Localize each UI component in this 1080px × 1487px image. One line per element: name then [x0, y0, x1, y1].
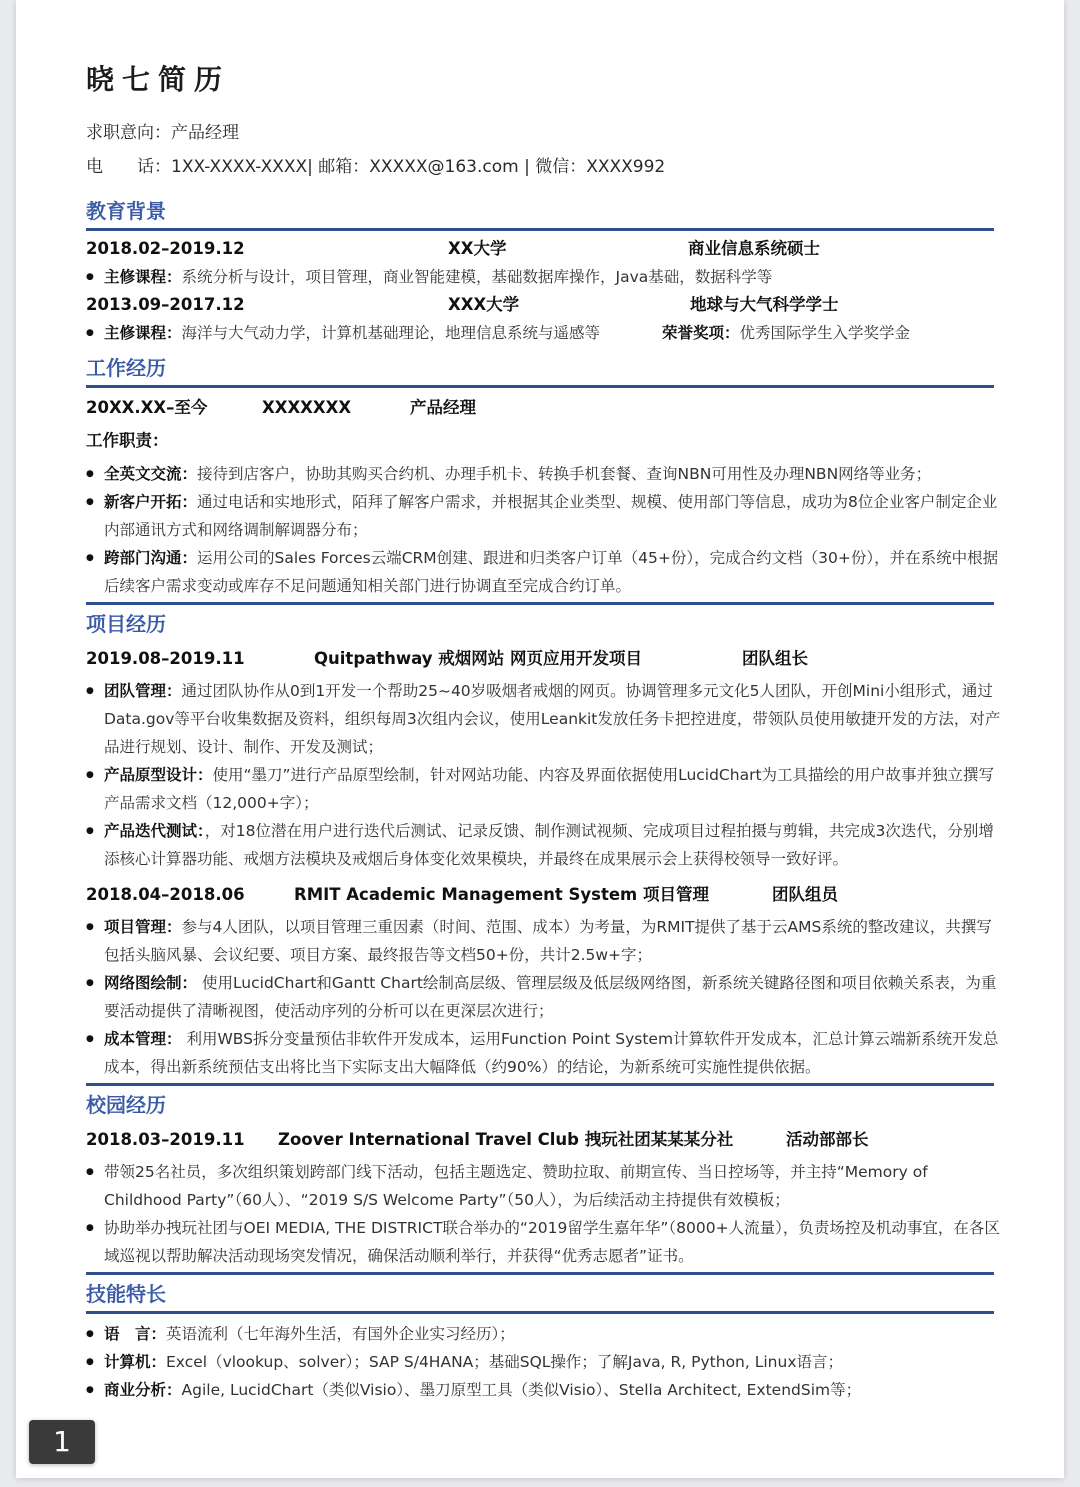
bullet-text: 带领25名社员，多次组织策划跨部门线下活动，包括主题选定、赞助拉取、前期宣传、当日控场等，并主持“Memory of Childhood Party”（60人）、“2019 S/S Welcome Party”（50人），为后续活动主持提供有效模板； — [104, 1163, 928, 1209]
list-item — [86, 263, 1001, 291]
bullet-text: 运用公司的Sales Forces云端CRM创建、跟进和归类客户订单（45+份），完成合约文档（30+份），并在系统中根据后续客户需求变动或库存不足问题通知相关部门进行协调直至完成合约订单。 — [104, 549, 999, 595]
list-item — [86, 1376, 1001, 1404]
bullet-label: 成本管理： — [104, 1030, 182, 1048]
bullet-text: 参与4人团队，以项目管理三重因素（时间、范围、成本）为考量，为RMIT提供了基于云AMS系统的整改建议，共撰写包括头脑风暴、会议纪要、项目方案、最终报告等文档50+份，共计2.5w+字； — [104, 918, 992, 964]
edu-school: XX大学 — [448, 239, 507, 258]
work-company: XXXXXXX — [262, 398, 352, 417]
project-role: 团队组员 — [772, 885, 838, 904]
list-item — [86, 1320, 1001, 1348]
section-divider — [86, 1272, 994, 1275]
bullet-text: 系统分析与设计，项目管理，商业智能建模，基础数据库操作，Java基础，数据科学等 — [181, 268, 773, 286]
bullet-text: ，对18位潜在用户进行迭代后测试、记录反馈、制作测试视频、完成项目过程拍摄与剪辑，共完成3次迭代，分别增添核心计算器功能、戒烟方法模块及戒烟后身体变化效果模块，并最终在成果展示会上获得校领导一致好评。 — [104, 822, 994, 868]
campus-role: 活动部部长 — [786, 1130, 869, 1149]
campus-section — [86, 1083, 1001, 1270]
list-item — [86, 817, 1001, 873]
bullet-text: 海洋与大气动力学，计算机基础理论，地理信息系统与遥感等 — [181, 324, 601, 342]
list-item — [86, 677, 1001, 761]
section-divider — [86, 228, 994, 231]
project-entry — [86, 881, 1001, 909]
bullet-text: Agile, LucidChart（类似Visio）、墨刀原型工具（类似Visio）、Stella Architect, ExtendSim等； — [181, 1381, 862, 1399]
bullet-label: 项目管理： — [104, 918, 182, 936]
bullet-label: 团队管理： — [104, 682, 182, 700]
education-section — [86, 196, 1001, 347]
edu-degree: 地球与大气科学学士 — [690, 295, 839, 314]
resume-title: 晓七简历 — [86, 63, 231, 96]
project-role: 团队组长 — [742, 649, 808, 668]
bullet-text: 英语流利（七年海外生活，有国外企业实习经历）； — [166, 1325, 515, 1343]
bullet-label: 商业分析： — [104, 1381, 182, 1399]
work-date: 20XX.XX–至今 — [86, 398, 208, 417]
bullet-text: 利用WBS拆分变量预估非软件开发成本，运用Function Point System计算软件开发成本，汇总计算云端新系统开发总成本，得出新系统预估支出将比当下实际支出大幅降低（约90%）的结论，为新系统可实施性提供依据。 — [104, 1030, 999, 1076]
list-item — [86, 1214, 1001, 1270]
campus-entry — [86, 1126, 1001, 1154]
section-divider — [86, 385, 994, 388]
projects-section — [86, 602, 1001, 1081]
duties-heading: 工作职责： — [86, 431, 169, 450]
list-item — [86, 460, 1001, 488]
page-cutoff-fade — [16, 1405, 1064, 1425]
bullet-label: 跨部门沟通： — [104, 549, 198, 567]
section-title-skills: 技能特长 — [86, 1282, 166, 1306]
education-entry — [86, 235, 1001, 263]
section-title-projects: 项目经历 — [86, 612, 166, 636]
list-item — [86, 1158, 1001, 1214]
edu-degree: 商业信息系统硕士 — [688, 239, 820, 258]
honor-text: 优秀国际学生入学奖学金 — [739, 324, 911, 342]
bullet-text: 使用“墨刀”进行产品原型绘制，针对网站功能、内容及界面依据使用LucidChart为工具描绘的用户故事并独立撰写产品需求文档（12,000+字）； — [104, 766, 995, 812]
section-title-education: 教育背景 — [86, 199, 166, 223]
bullet-label: 新客户开拓： — [104, 493, 198, 511]
section-divider — [86, 602, 994, 605]
campus-org: Zoover International Travel Club 拽玩社团某某某分社 — [278, 1130, 734, 1149]
edu-date: 2013.09–2017.12 — [86, 295, 245, 314]
bullet-label: 产品迭代测试： — [104, 822, 205, 840]
bullet-text: 使用LucidChart和Gantt Chart绘制高层级、管理层级及低层级网络图，新系统关键路径图和项目依赖关系表，为重要活动提供了清晰视图，使活动序列的分析可以在更深层次进行； — [104, 974, 997, 1020]
resume-content — [86, 56, 1001, 1404]
bullet-text: 通过电话和实地形式，陌拜了解客户需求，并根据其企业类型、规模、使用部门等信息，成功为8位企业客户制定企业内部通讯方式和网络调制解调器分布； — [104, 493, 998, 539]
edu-date: 2018.02–2019.12 — [86, 239, 245, 258]
bullet-label: 主修课程： — [104, 268, 182, 286]
list-item — [86, 544, 1001, 600]
education-entry — [86, 291, 1001, 319]
bullet-text: Excel（vlookup、solver）；SAP S/4HANA；基础SQL操作；了解Java, R, Python, Linux语言； — [166, 1353, 843, 1371]
section-title-campus: 校园经历 — [86, 1093, 166, 1117]
project-name: RMIT Academic Management System 项目管理 — [294, 885, 709, 904]
list-item — [86, 1348, 1001, 1376]
work-role: 产品经理 — [410, 398, 476, 417]
bullet-text: 接待到店客户，协助其购买合约机、办理手机卡、转换手机套餐、查询NBN可用性及办理NBN网络等业务； — [197, 465, 932, 483]
bullet-label: 主修课程： — [104, 324, 182, 342]
project-date: 2018.04–2018.06 — [86, 885, 245, 904]
resume-page — [16, 0, 1064, 1478]
section-divider — [86, 1083, 994, 1086]
bullet-label: 计算机： — [104, 1353, 167, 1371]
section-divider — [86, 1311, 994, 1314]
edu-school: XXX大学 — [448, 295, 520, 314]
bullet-label: 产品原型设计： — [104, 766, 213, 784]
list-item — [86, 1025, 1001, 1081]
campus-date: 2018.03–2019.11 — [86, 1130, 245, 1149]
honor-label: 荣誉奖项： — [662, 324, 740, 342]
list-item — [86, 969, 1001, 1025]
list-item — [86, 319, 1001, 347]
project-date: 2019.08–2019.11 — [86, 649, 245, 668]
section-title-work: 工作经历 — [86, 356, 166, 380]
list-item — [86, 488, 1001, 544]
work-entry — [86, 394, 1001, 422]
bullet-text: 通过团队协作从0到1开发一个帮助25~40岁吸烟者戒烟的网页。协调管理多元文化5人团队，开创Mini小组形式，通过Data.gov等平台收集数据及资料，组织每周3次组内会议，使用Leankit发放任务卡把控进度，带领队员使用敏捷开发的方法，对产品进行规划、设计、制作、开发及测试； — [104, 682, 1001, 756]
project-entry — [86, 645, 1001, 673]
work-section — [86, 353, 1001, 600]
project-name: Quitpathway 戒烟网站 网页应用开发项目 — [314, 649, 643, 668]
bullet-label: 语 言： — [104, 1325, 167, 1343]
list-item — [86, 913, 1001, 969]
list-item — [86, 761, 1001, 817]
skills-section — [86, 1272, 1001, 1404]
page-number-badge[interactable]: 1 — [29, 1420, 95, 1464]
bullet-label: 网络图绘制： — [104, 974, 198, 992]
bullet-label: 全英文交流： — [104, 465, 198, 483]
contact-line: 电 话：1XX-XXXX-XXXX| 邮箱：XXXXX@163.com | 微信：XXXX992 — [86, 157, 666, 177]
bullet-text: 协助举办拽玩社团与OEI MEDIA, THE DISTRICT联合举办的“2019留学生嘉年华”（8000+人流量），负责场控及机动事宜，在各区域巡视以帮助解决活动现场突发情况，确保活动顺利举行，并获得“优秀志愿者”证书。 — [104, 1219, 1000, 1265]
objective-line: 求职意向：产品经理 — [86, 123, 239, 143]
